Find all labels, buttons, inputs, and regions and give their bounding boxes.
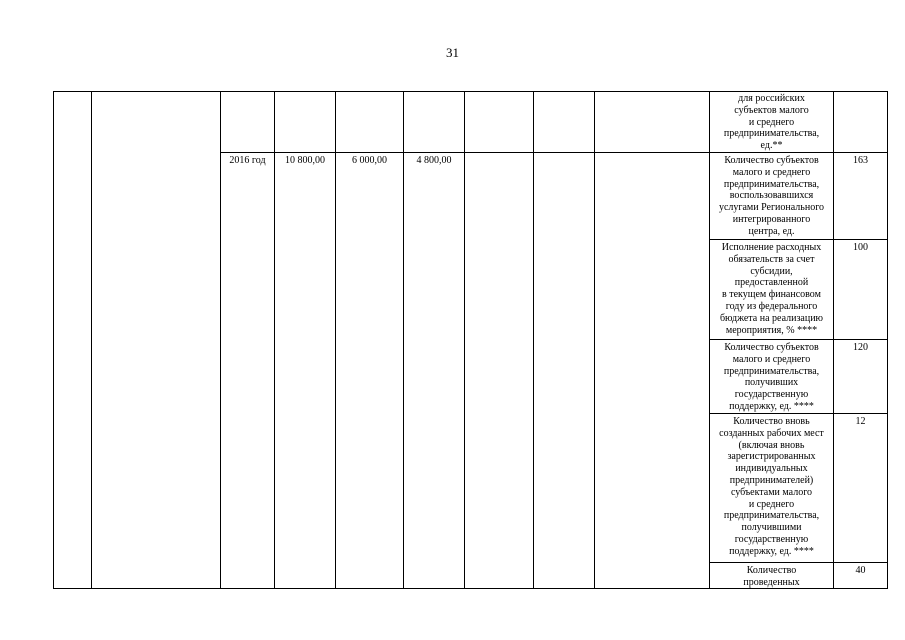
indicator-value: 12	[855, 416, 866, 427]
table-border	[464, 91, 465, 589]
federal-funding-cell: 6 000,00	[352, 155, 387, 166]
indicator-name: Количество субъектов малого и среднего предпринимательства, получивших государственную поддержку, ед. ****	[723, 342, 820, 412]
indicator-separator	[709, 413, 888, 414]
row-separator	[220, 152, 888, 153]
indicator-name: Количество вновь созданных рабочих мест (включая вновь зарегистрированных индивидуальных предпринимателей) субъектами малого и среднего предпринимательства, получившими государственную поддержку, ед. ****	[719, 416, 824, 557]
year-cell: 2016 год	[229, 155, 266, 166]
indicator-name: Количество субъектов малого и среднего предпринимательства, воспользовавшихся услугами Регионального интегрированного центра, ед.	[718, 155, 825, 237]
total-funding-cell: 10 800,00	[285, 155, 325, 166]
indicator-name: Исполнение расходных обязательств за счет субсидии, предоставленной в текущем финансовом году из федерального бюджета на реализацию мероприятия, % ****	[719, 242, 824, 336]
indicator-value: 40	[855, 565, 866, 576]
table-border	[533, 91, 534, 589]
indicator-name: для российских субъектов малого и среднего предпринимательства, ед.**	[723, 93, 820, 152]
table-border	[53, 91, 54, 589]
indicator-name: Количество проведенных	[743, 565, 800, 588]
page-number: 31	[446, 45, 459, 60]
table-border	[53, 91, 888, 92]
table-border	[91, 91, 92, 589]
indicator-separator	[709, 562, 888, 563]
indicator-value: 100	[853, 242, 868, 253]
indicator-separator	[709, 239, 888, 240]
regional-funding-cell: 4 800,00	[416, 155, 452, 166]
table-border	[887, 91, 888, 589]
indicator-value: 163	[853, 155, 868, 166]
indicator-value: 120	[853, 342, 868, 353]
table-border	[594, 91, 595, 589]
indicator-separator	[709, 339, 888, 340]
